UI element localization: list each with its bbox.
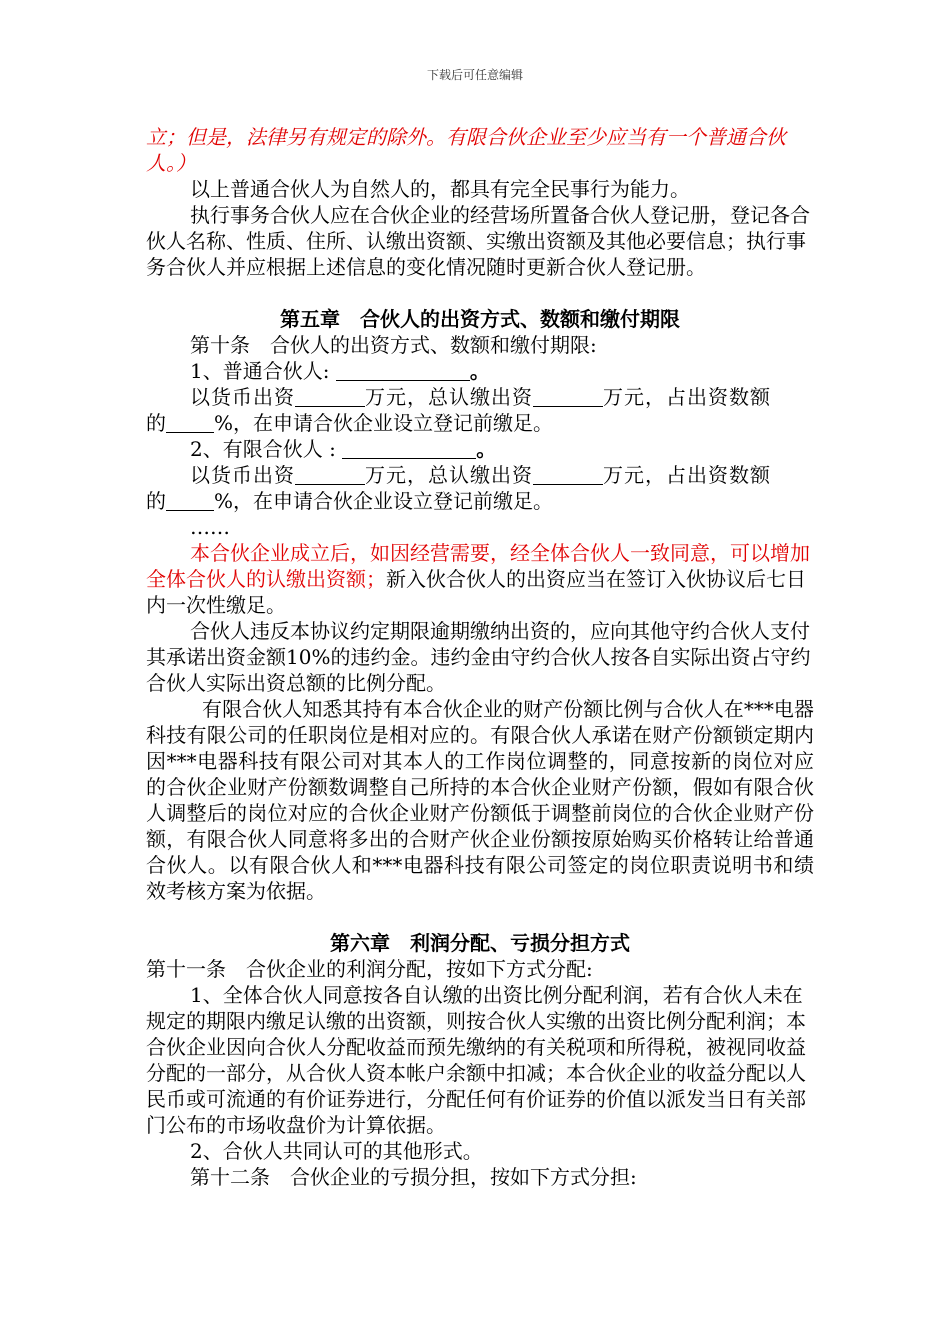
limited-partner-label: 2、有限合伙人 : [190, 437, 336, 461]
ellipsis-line: …… [190, 515, 230, 539]
gp-percent-line [146, 410, 814, 436]
gp-total-blank[interactable] [533, 386, 603, 407]
gp-cash-blank[interactable] [295, 386, 365, 407]
article-11: 第十一条 合伙企业的利润分配，按如下方式分配: [146, 957, 593, 981]
article-11-item-1: 1、全体合伙人同意按各自认缴的出资比例分配利润，若有合伙人未在规定的期限内缴足认缴的出资额，则按合伙人实缴的出资比例分配利润；本合伙企业因向合伙人分配收益而预先缴纳的有关税项和所得税，被视同收益分配的一部分，从合伙人资本帐户余额中扣减；本合伙企业的收益分配以人民币或可流通的有价证券进行，分配任何有价证券的价值以派发当日有关部门公布的市场收盘价为计算依据。 [146, 983, 806, 1137]
red-intro-paragraph: 立；但是，法律另有规定的除外。有限合伙企业至少应当有一个普通合伙人。） [146, 125, 786, 175]
article-11-item-2: 2、合伙人共同认可的其他形式。 [190, 1139, 483, 1163]
cash-label: 以货币出资 [190, 385, 295, 409]
chapter-5-title: 第五章 合伙人的出资方式、数额和缴付期限 [280, 307, 680, 331]
limited-partner-blank[interactable] [342, 438, 476, 459]
pct-suffix-2: %，在申请合伙企业设立登记前缴足。 [214, 489, 554, 513]
period-mark: 。 [469, 359, 490, 383]
total-label: 万元，总认缴出资 [365, 385, 533, 409]
capacity-paragraph: 以上普通合伙人为自然人的，都具有完全民事行为能力。 [190, 177, 690, 201]
general-partner-line [146, 358, 814, 384]
lp-percent-line [146, 488, 814, 514]
cash-label-2: 以货币出资 [190, 463, 295, 487]
pct-suffix: %，在申请合伙企业设立登记前缴足。 [214, 411, 554, 435]
article-12: 第十二条 合伙企业的亏损分担，按如下方式分担: [190, 1165, 637, 1189]
total-label-2: 万元，总认缴出资 [365, 463, 533, 487]
share-label: 万元，占出资数额 [603, 385, 771, 409]
lp-total-blank[interactable] [533, 464, 603, 485]
document-body [146, 124, 814, 1190]
general-partner-blank[interactable] [336, 360, 470, 381]
lp-percent-blank[interactable] [166, 490, 214, 511]
gp-cash-line [146, 384, 814, 410]
capital-increase-paragraph [146, 540, 814, 618]
general-partner-label: 1、普通合伙人: [190, 359, 330, 383]
lp-cash-blank[interactable] [295, 464, 365, 485]
limited-partner-paragraph: 有限合伙人知悉其持有本合伙企业的财产份额比例与合伙人在***电器科技有限公司的任职岗位是相对应的。有限合伙人承诺在财产份额锁定期内因***电器科技有限公司对其本人的工作岗位调整的，同意按新的岗位对应的合伙企业财产份额数调整自己所持的本合伙企业财产份额，假如有限合伙人调整后的岗位对应的合伙企业财产份额低于调整前岗位的合伙企业财产份额，有限合伙人同意将多出的合财产伙企业份额按原始购买价格转让给普通合伙人。以有限合伙人和***电器科技有限公司签定的岗位职责说明书和绩效考核方案为依据。 [146, 697, 814, 903]
pct-prefix-2: 的 [146, 489, 166, 513]
page-header: 下载后可任意编辑 [426, 68, 523, 82]
share-label-2: 万元，占出资数额 [603, 463, 771, 487]
article-10: 第十条 合伙人的出资方式、数额和缴付期限: [190, 333, 597, 357]
pct-prefix: 的 [146, 411, 166, 435]
lp-cash-line [146, 462, 814, 488]
chapter-6-title: 第六章 利润分配、亏损分担方式 [330, 931, 630, 955]
period-mark-2: 。 [476, 437, 497, 461]
gp-percent-blank[interactable] [166, 412, 214, 433]
capital-increase-rest: 新入伙合伙人的出资应当在签订入伙协议后七日内一次性缴足。 [146, 567, 806, 617]
capital-increase-red: 本合伙企业成立后，如因经营需要，经全体合伙人一致同意，可以增加全体合伙人的认缴出资额； [146, 541, 810, 591]
register-paragraph: 执行事务合伙人应在合伙企业的经营场所置备合伙人登记册，登记各合伙人名称、性质、住所、认缴出资额、实缴出资额及其他必要信息；执行事务合伙人并应根据上述信息的变化情况随时更新合伙人登记册。 [146, 203, 810, 279]
penalty-paragraph: 合伙人违反本协议约定期限逾期缴纳出资的，应向其他守约合伙人支付其承诺出资金额10%的违约金。违约金由守约合伙人按各自实际出资占守约合伙人实际出资总额的比例分配。 [146, 619, 811, 695]
limited-partner-line [146, 436, 814, 462]
